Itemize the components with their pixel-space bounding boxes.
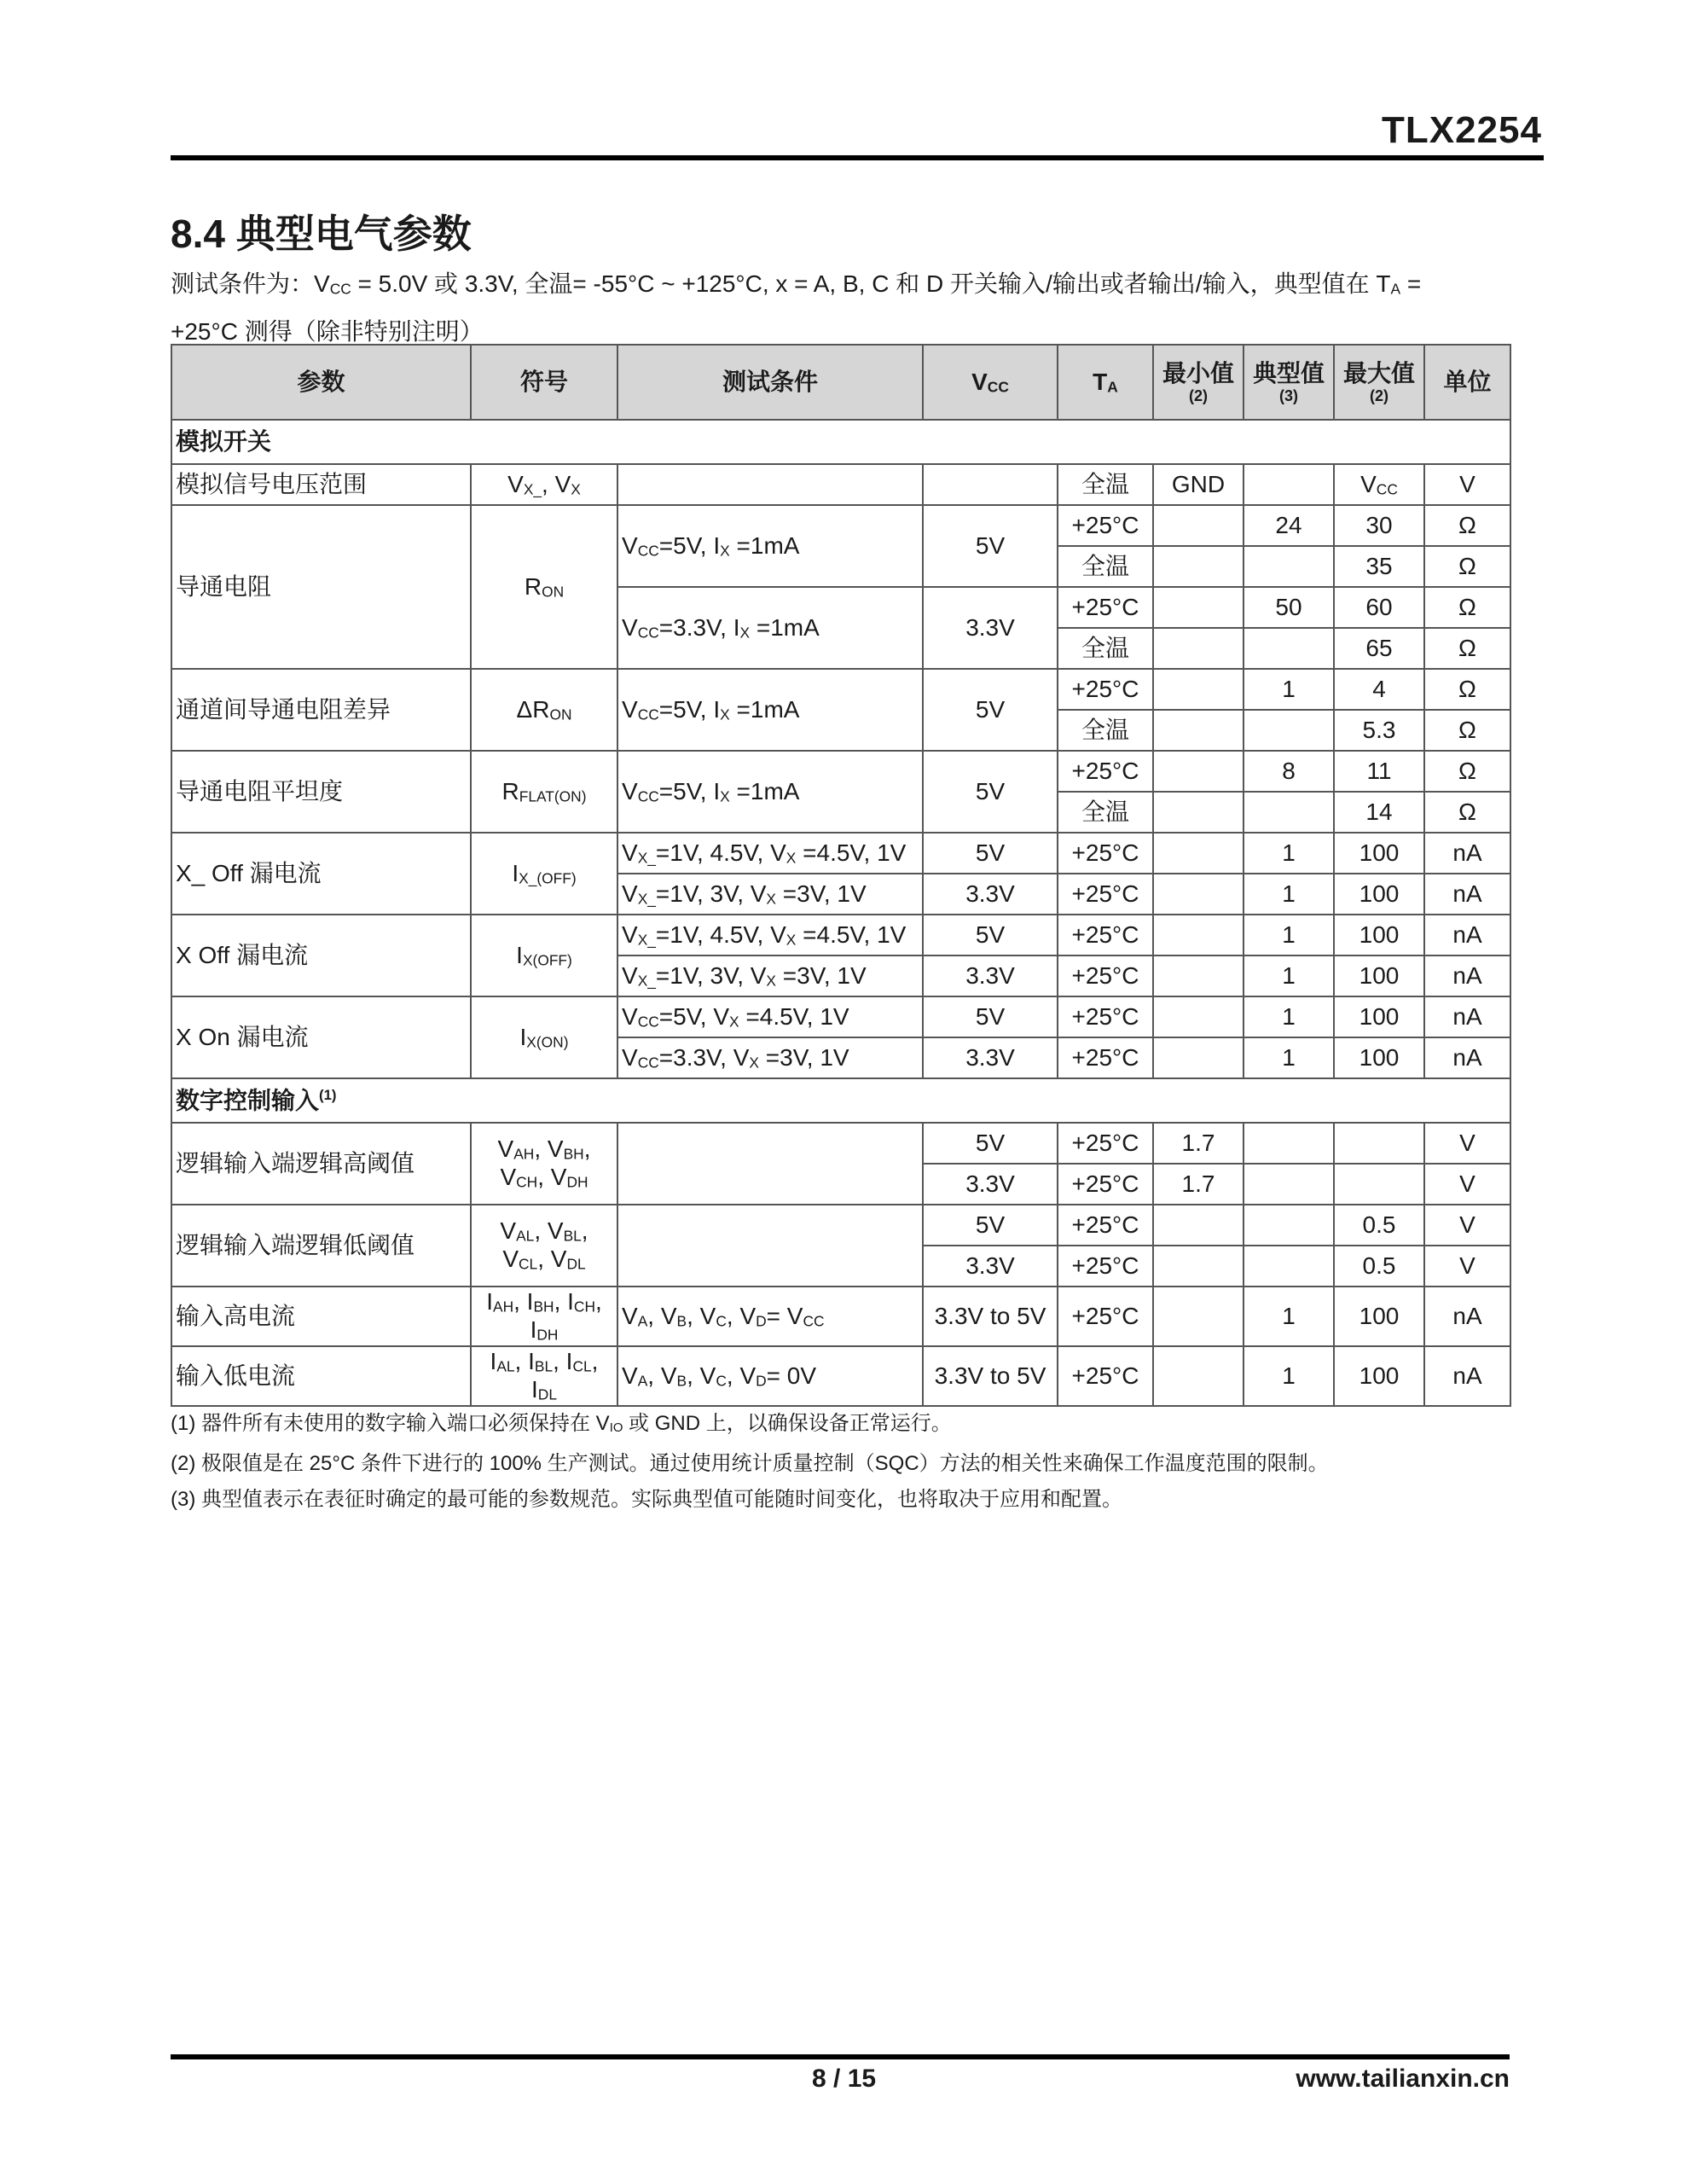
ta-cell: +25°C <box>1058 874 1153 915</box>
header-divider <box>171 155 1544 160</box>
typ-cell <box>1244 1123 1334 1164</box>
param-cell: 导通电阻 <box>171 505 471 669</box>
min-cell: 1.7 <box>1153 1123 1244 1164</box>
vcc-cell: 3.3V <box>923 1246 1058 1287</box>
intro-text: 测试条件为：V <box>171 270 330 297</box>
symbol-cell <box>471 996 617 1078</box>
header-max-note: (2) <box>1370 386 1388 404</box>
param-cell: 导通电阻平坦度 <box>171 751 471 833</box>
cond-text: =5V, I <box>658 531 721 559</box>
typ-cell: 1 <box>1244 1346 1334 1406</box>
table-row <box>171 996 1510 1037</box>
header-min <box>1153 345 1244 420</box>
cond-sub: X <box>720 542 730 560</box>
vcc-cell: 5V <box>923 1205 1058 1246</box>
cond-sub: X <box>766 972 777 990</box>
param-cell: 输入低电流 <box>171 1346 471 1406</box>
ta-cell: +25°C <box>1058 1123 1153 1164</box>
cond-text: V <box>622 531 638 559</box>
min-cell: 1.7 <box>1153 1164 1244 1205</box>
max-cell: 100 <box>1334 1287 1424 1346</box>
cond-text: V <box>622 961 638 989</box>
condition-cell <box>617 874 923 915</box>
footnote-text: (1) 器件所有未使用的数字输入端口必须保持在 V <box>171 1412 610 1435</box>
min-cell <box>1153 751 1244 792</box>
header-condition: 测试条件 <box>617 345 923 420</box>
cond-sub: X_ <box>637 849 656 867</box>
vcc-cell <box>923 464 1058 505</box>
typ-cell: 1 <box>1244 915 1334 956</box>
vcc-cell: 5V <box>923 505 1058 587</box>
cond-text: =1V, 4.5V, V <box>655 839 786 866</box>
ta-cell: 全温 <box>1058 464 1153 505</box>
typ-cell: 1 <box>1244 996 1334 1037</box>
cond-text: =5V, I <box>658 777 721 804</box>
ta-cell: +25°C <box>1058 915 1153 956</box>
header-ta-sub: A <box>1107 378 1118 396</box>
symbol-cell: $V_{AL}$, $V_{BL}$, $V_{CL}$, $V_{DL}$ <box>471 1205 617 1287</box>
cond-text: =3.3V, I <box>658 613 740 641</box>
typ-cell <box>1244 1205 1334 1246</box>
footnote-2: (2) 极限值是在 25°C 条件下进行的 100% 生产测试。通过使用统计质量控制（SQC）方法的相关性来确保工作温度范围的限制。 <box>171 1452 1329 1476</box>
max-cell: 100 <box>1334 996 1424 1037</box>
cond-sub: CC <box>637 787 659 805</box>
symbol-cell <box>471 751 617 833</box>
vcc-cell: 5V <box>923 915 1058 956</box>
condition-cell <box>617 505 923 587</box>
unit-cell: nA <box>1424 833 1510 874</box>
cond-text: = V <box>766 1302 803 1329</box>
min-cell <box>1153 1346 1244 1406</box>
condition-cell <box>617 751 923 833</box>
max-cell: 100 <box>1334 1346 1424 1406</box>
table-row <box>171 915 1510 956</box>
cond-sub: CC <box>803 1312 825 1330</box>
param-cell: 输入高电流 <box>171 1287 471 1346</box>
document-header-title: TLX2254 <box>1382 109 1542 151</box>
vcc-cell: 5V <box>923 751 1058 833</box>
table-row <box>171 1346 1510 1406</box>
unit-cell: Ω <box>1424 587 1510 628</box>
cond-text: V <box>622 777 638 804</box>
footnote-text: 或 GND 上，以确保设备正常运行。 <box>623 1412 952 1435</box>
cond-text: V <box>622 921 638 948</box>
vcc-cell: 3.3V to 5V <box>923 1346 1058 1406</box>
max-text: V <box>1360 470 1377 497</box>
min-cell <box>1153 1287 1244 1346</box>
page-number: 8 / 15 <box>812 2065 877 2093</box>
vcc-cell: 3.3V <box>923 1164 1058 1205</box>
max-sub: CC <box>1376 480 1398 498</box>
ta-cell: +25°C <box>1058 996 1153 1037</box>
ta-cell: +25°C <box>1058 1287 1153 1346</box>
cond-sub: X_ <box>637 931 656 949</box>
typ-cell <box>1244 546 1334 587</box>
max-cell <box>1334 464 1424 505</box>
symbol-cell <box>471 833 617 915</box>
footer-divider <box>171 2054 1510 2059</box>
vcc-cell: 5V <box>923 833 1058 874</box>
intro-sub: CC <box>329 280 351 298</box>
min-cell: GND <box>1153 464 1244 505</box>
max-cell <box>1334 1123 1424 1164</box>
cond-sub: CC <box>637 1054 659 1072</box>
cond-text: =4.5V, 1V <box>739 1002 849 1030</box>
header-max-text: 最大值 <box>1342 359 1415 386</box>
cond-text: =1mA <box>750 613 820 641</box>
unit-cell: nA <box>1424 996 1510 1037</box>
typ-cell <box>1244 1164 1334 1205</box>
cond-sub: X <box>739 624 751 642</box>
ta-cell: 全温 <box>1058 792 1153 833</box>
header-min-text: 最小值 <box>1162 359 1234 386</box>
cond-sub: X <box>786 849 797 867</box>
ta-cell: +25°C <box>1058 1164 1153 1205</box>
unit-cell: Ω <box>1424 751 1510 792</box>
typ-cell: 1 <box>1244 1287 1334 1346</box>
unit-cell: nA <box>1424 1346 1510 1406</box>
cond-sub: X_ <box>637 890 656 908</box>
typ-cell: 24 <box>1244 505 1334 546</box>
max-cell: 5.3 <box>1334 710 1424 751</box>
vcc-cell: 3.3V <box>923 587 1058 669</box>
typ-cell: 1 <box>1244 669 1334 710</box>
table-row <box>171 1287 1510 1346</box>
header-ta-text: T <box>1093 368 1108 395</box>
vcc-cell: 3.3V <box>923 1037 1058 1078</box>
cond-text: =5V, I <box>658 695 721 723</box>
symbol-cell <box>471 669 617 751</box>
min-cell <box>1153 1246 1244 1287</box>
cond-sub: X <box>766 890 777 908</box>
min-cell <box>1153 792 1244 833</box>
vcc-cell: 3.3V <box>923 956 1058 996</box>
symbol-cell <box>471 505 617 669</box>
condition-cell <box>617 956 923 996</box>
cond-text: =4.5V, 1V <box>796 921 907 948</box>
typ-cell: 8 <box>1244 751 1334 792</box>
symbol-cell: $I_{AH}$, $I_{BH}$, $I_{CH}$, $I_{DH}$ <box>471 1287 617 1346</box>
min-cell <box>1153 628 1244 669</box>
header-ta <box>1058 345 1153 420</box>
unit-cell: Ω <box>1424 710 1510 751</box>
condition-cell <box>617 833 923 874</box>
symbol-cell <box>471 915 617 996</box>
cond-text: =3V, 1V <box>776 961 867 989</box>
symbol-sub: X(OFF) <box>522 951 572 969</box>
table-row <box>171 1205 1510 1246</box>
table-row <box>171 464 1510 505</box>
unit-cell: V <box>1424 1164 1510 1205</box>
condition-cell <box>617 996 923 1037</box>
ta-cell: +25°C <box>1058 833 1153 874</box>
symbol-sub: ON <box>549 706 572 723</box>
typ-cell <box>1244 464 1334 505</box>
unit-cell: nA <box>1424 874 1510 915</box>
header-unit: 单位 <box>1424 345 1510 420</box>
typ-cell: 1 <box>1244 956 1334 996</box>
section-title: 8.4 典型电气参数 <box>171 212 472 256</box>
max-cell: 100 <box>1334 956 1424 996</box>
symbol-cell: $V_{AH}$, $V_{BH}$, $V_{CH}$, $V_{DH}$ <box>471 1123 617 1205</box>
ta-cell: +25°C <box>1058 587 1153 628</box>
unit-cell: nA <box>1424 1037 1510 1078</box>
intro-text: = 5.0V 或 3.3V, 全温= -55°C ~ +125°C, x = A, B, C 和 D 开关输入/输出或者输出/输入，典型值在 T <box>351 270 1391 297</box>
cond-text: V <box>622 695 638 723</box>
typ-cell <box>1244 792 1334 833</box>
param-cell: 通道间导通电阻差异 <box>171 669 471 751</box>
min-cell <box>1153 587 1244 628</box>
header-vcc-text: V <box>971 368 988 395</box>
header-max <box>1334 345 1424 420</box>
section-row <box>171 1078 1510 1123</box>
unit-cell: nA <box>1424 1287 1510 1346</box>
section-text: 数字控制输入 <box>176 1087 320 1114</box>
ta-cell: +25°C <box>1058 669 1153 710</box>
ta-cell: +25°C <box>1058 1346 1153 1406</box>
max-cell: 100 <box>1334 874 1424 915</box>
website-link[interactable]: www.tailianxin.cn <box>1296 2065 1510 2093</box>
symbol-text: R <box>524 572 542 600</box>
section-digital-input <box>171 1078 1510 1123</box>
max-cell: 100 <box>1334 915 1424 956</box>
section-analog-switch: 模拟开关 <box>171 420 1510 464</box>
table-row <box>171 669 1510 710</box>
max-cell: 60 <box>1334 587 1424 628</box>
min-cell <box>1153 874 1244 915</box>
cond-text: =1V, 3V, V <box>655 961 767 989</box>
symbol-sub: X(ON) <box>526 1033 569 1051</box>
cond-sub: X <box>749 1054 759 1072</box>
min-cell <box>1153 1037 1244 1078</box>
symbol-text: ΔR <box>516 695 550 723</box>
vcc-cell: 5V <box>923 1123 1058 1164</box>
header-min-note: (2) <box>1189 386 1208 404</box>
symbol-sub: ON <box>542 583 565 601</box>
condition-cell <box>617 1037 923 1078</box>
cond-text: =3.3V, V <box>658 1043 750 1071</box>
max-cell: 0.5 <box>1334 1205 1424 1246</box>
test-conditions-intro <box>171 263 1518 353</box>
min-cell <box>1153 996 1244 1037</box>
cond-text: =3V, 1V <box>776 880 867 907</box>
max-cell: 100 <box>1334 1037 1424 1078</box>
cond-text: V <box>622 839 638 866</box>
min-cell <box>1153 915 1244 956</box>
ta-cell: 全温 <box>1058 546 1153 587</box>
cond-text: = 0V <box>766 1362 817 1389</box>
table-header-row <box>171 345 1510 420</box>
table-row <box>171 1123 1510 1164</box>
max-cell: 0.5 <box>1334 1246 1424 1287</box>
cond-sub: CC <box>637 1013 659 1031</box>
unit-cell: Ω <box>1424 669 1510 710</box>
typ-cell <box>1244 628 1334 669</box>
symbol-text: I <box>512 859 519 886</box>
min-cell <box>1153 669 1244 710</box>
cond-text: V <box>622 613 638 641</box>
intro-line-1 <box>171 263 1518 311</box>
cond-text: =1mA <box>729 695 800 723</box>
footnote-1 <box>171 1406 1518 1446</box>
unit-cell: Ω <box>1424 505 1510 546</box>
cond-text: =3V, 1V <box>758 1043 849 1071</box>
max-cell: 65 <box>1334 628 1424 669</box>
cond-text: =1V, 4.5V, V <box>655 921 786 948</box>
vcc-cell: 3.3V <box>923 874 1058 915</box>
intro-line-2: +25°C 测得（除非特别注明） <box>171 317 484 345</box>
cond-text: =1V, 3V, V <box>655 880 767 907</box>
symbol-text: R <box>501 777 519 804</box>
condition-cell <box>617 464 923 505</box>
condition-cell <box>617 669 923 751</box>
section-footnote-ref: (1) <box>319 1086 337 1103</box>
cond-sub: X <box>720 787 730 805</box>
unit-cell: Ω <box>1424 628 1510 669</box>
max-cell: 4 <box>1334 669 1424 710</box>
unit-cell: V <box>1424 1205 1510 1246</box>
condition-cell: $V_A$, $V_B$, $V_C$, $V_D= V_{CC}$ <box>617 1287 923 1346</box>
symbol-cell: $I_{AL}$, $I_{BL}$, $I_{CL}$, $I_{DL}$ <box>471 1346 617 1406</box>
ta-cell: +25°C <box>1058 956 1153 996</box>
symbol-text: I <box>519 1023 527 1050</box>
unit-cell: Ω <box>1424 792 1510 833</box>
intro-text: = <box>1400 270 1422 297</box>
cond-text: =4.5V, 1V <box>796 839 907 866</box>
symbol-cell: $V_{X\_}$, $V_X$ <box>471 464 617 505</box>
cond-text: V <box>622 1002 638 1030</box>
intro-sub: A <box>1390 280 1401 298</box>
max-cell <box>1334 1164 1424 1205</box>
typ-cell: 1 <box>1244 833 1334 874</box>
footnote-sub: IO <box>609 1421 623 1436</box>
unit-cell: Ω <box>1424 546 1510 587</box>
header-param: 参数 <box>171 345 471 420</box>
header-vcc <box>923 345 1058 420</box>
param-cell: 逻辑输入端逻辑高阈值 <box>171 1123 471 1205</box>
max-cell: 30 <box>1334 505 1424 546</box>
condition-cell <box>617 1123 923 1205</box>
cond-text: =1mA <box>729 531 800 559</box>
cond-sub: CC <box>637 706 659 723</box>
header-symbol: 符号 <box>471 345 617 420</box>
symbol-sub: X_(OFF) <box>519 869 577 887</box>
condition-cell: $V_A$, $V_B$, $V_C$, $V_D= 0V$ <box>617 1346 923 1406</box>
ta-cell: +25°C <box>1058 505 1153 546</box>
header-vcc-sub: CC <box>987 378 1009 396</box>
condition-cell <box>617 587 923 669</box>
param-cell: X On 漏电流 <box>171 996 471 1078</box>
symbol-text: I <box>516 941 523 968</box>
ta-cell: 全温 <box>1058 710 1153 751</box>
cond-sub: X_ <box>637 972 656 990</box>
table-row <box>171 751 1510 792</box>
footnotes <box>171 1406 1518 1518</box>
header-typ-note: (3) <box>1279 386 1298 404</box>
cond-sub: X <box>720 706 730 723</box>
param-cell: 模拟信号电压范围 <box>171 464 471 505</box>
ta-cell: 全温 <box>1058 628 1153 669</box>
ta-cell: +25°C <box>1058 1205 1153 1246</box>
cond-text: V <box>622 1043 638 1071</box>
cond-sub: CC <box>637 542 659 560</box>
ta-cell: +25°C <box>1058 1246 1153 1287</box>
ta-cell: +25°C <box>1058 751 1153 792</box>
typ-cell <box>1244 710 1334 751</box>
ta-cell: +25°C <box>1058 1037 1153 1078</box>
min-cell <box>1153 505 1244 546</box>
vcc-cell: 5V <box>923 996 1058 1037</box>
cond-text: =5V, V <box>658 1002 730 1030</box>
typ-cell: 1 <box>1244 1037 1334 1078</box>
cond-sub: CC <box>637 624 659 642</box>
unit-cell: nA <box>1424 956 1510 996</box>
symbol-sub: FLAT(ON) <box>519 787 587 805</box>
typ-cell: 1 <box>1244 874 1334 915</box>
max-cell: 35 <box>1334 546 1424 587</box>
table-row <box>171 833 1510 874</box>
min-cell <box>1153 1205 1244 1246</box>
unit-cell: V <box>1424 1123 1510 1164</box>
header-typ <box>1244 345 1334 420</box>
max-cell: 14 <box>1334 792 1424 833</box>
vcc-cell: 5V <box>923 669 1058 751</box>
param-cell: X Off 漏电流 <box>171 915 471 996</box>
vcc-cell: 3.3V to 5V <box>923 1287 1058 1346</box>
param-cell: X_ Off 漏电流 <box>171 833 471 915</box>
table-row <box>171 505 1510 546</box>
typ-cell: 50 <box>1244 587 1334 628</box>
max-cell: 11 <box>1334 751 1424 792</box>
unit-cell: V <box>1424 1246 1510 1287</box>
min-cell <box>1153 956 1244 996</box>
section-row <box>171 420 1510 464</box>
electrical-parameters-table <box>171 344 1511 1407</box>
header-typ-text: 典型值 <box>1252 359 1325 386</box>
condition-cell <box>617 1205 923 1287</box>
footnote-3: (3) 典型值表示在表征时确定的最可能的参数规范。实际典型值可能随时间变化，也将取决于应用和配置。 <box>171 1488 1122 1512</box>
unit-cell: V <box>1424 464 1510 505</box>
param-cell: 逻辑输入端逻辑低阈值 <box>171 1205 471 1287</box>
cond-sub: X <box>786 931 797 949</box>
cond-sub: X <box>729 1013 739 1031</box>
unit-cell: nA <box>1424 915 1510 956</box>
max-cell: 100 <box>1334 833 1424 874</box>
min-cell <box>1153 833 1244 874</box>
typ-cell <box>1244 1246 1334 1287</box>
cond-text: V <box>622 880 638 907</box>
min-cell <box>1153 710 1244 751</box>
min-cell <box>1153 546 1244 587</box>
cond-text: =1mA <box>729 777 800 804</box>
condition-cell <box>617 915 923 956</box>
